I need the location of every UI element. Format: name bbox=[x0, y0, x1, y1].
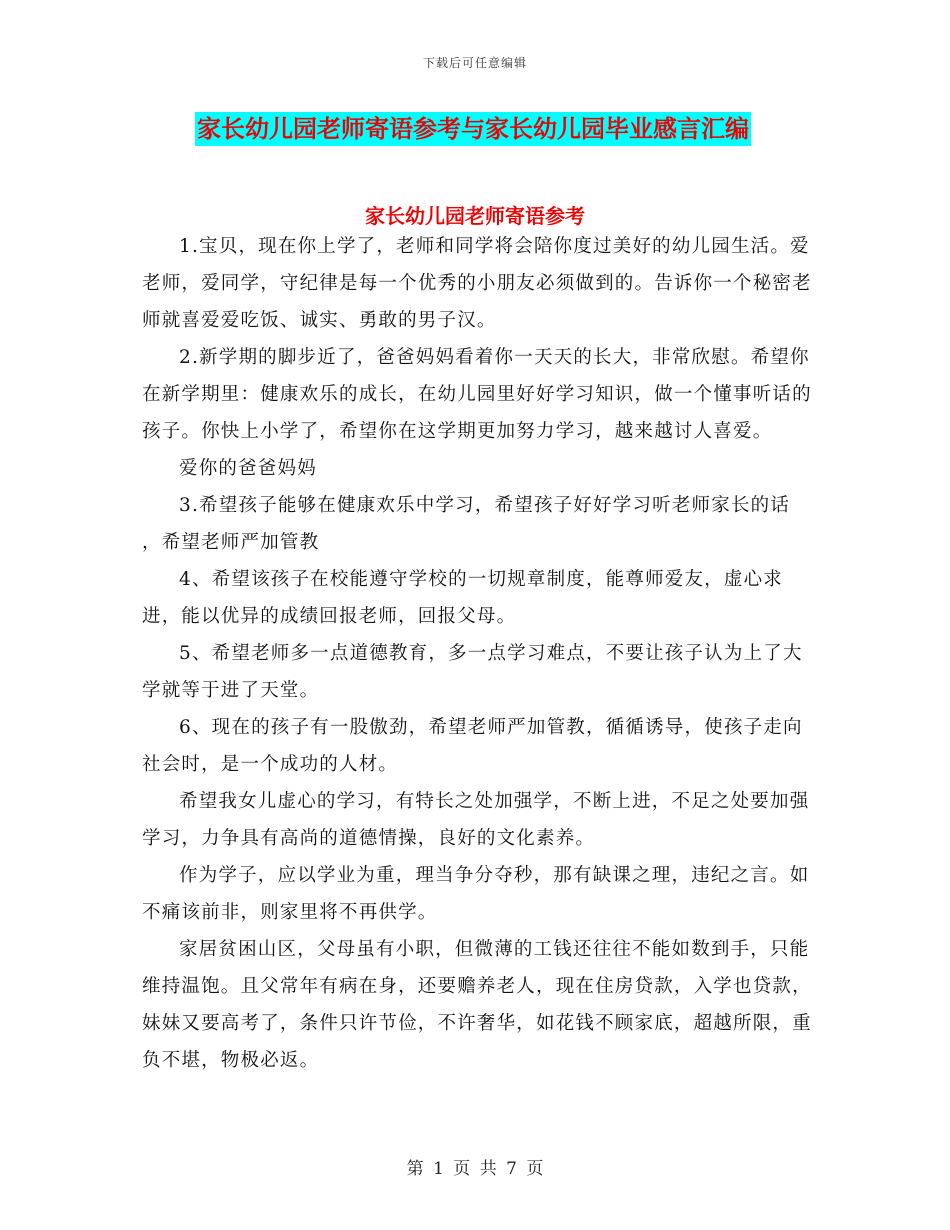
paragraph: 4、希望该孩子在校能遵守学校的一切规章制度，能尊师爱友，虚心求进，能以优异的成绩回报老师，回报父母。 bbox=[142, 569, 783, 627]
paragraph: 3.希望孩子能够在健康欢乐中学习，希望孩子好好学习听老师家长的话 ，希望老师严加管教 bbox=[142, 495, 791, 553]
paragraph: 5、希望老师多一点道德教育，多一点学习难点，不要让孩子认为上了大学就等于进了天堂。 bbox=[142, 643, 803, 701]
section-heading: 家长幼儿园老师寄语参考 bbox=[365, 204, 585, 228]
paragraph: 家居贫困山区，父母虽有小职，但微薄的工钱还往往不能如数到手，只能维持温饱。且父常年有病在身，还要赡养老人，现在住房贷款，入学也贷款，妹妹又要高考了，条件只许节俭，不许奢华，如花钱不顾家底，超越所限，重负不堪，物极必返。 bbox=[142, 939, 812, 1071]
header-note: 下载后可任意编辑 bbox=[422, 56, 527, 70]
paragraph: 1.宝贝，现在你上学了，老师和同学将会陪你度过美好的幼儿园生活。爱老师，爱同学，守纪律是每一个优秀的小朋友必须做到的。告诉你一个秘密老师就喜爱爱吃饭、诚实、勇敢的男子汉。 bbox=[142, 236, 812, 331]
paragraph: 2.新学期的脚步近了，爸爸妈妈看着你一天天的长大，非常欣慰。希望你在新学期里：健康欢乐的成长，在幼儿园里好好学习知识，做一个懂事听话的孩子。你快上小学了，希望你在这学期更加努力学习，越来越讨人喜爱。 bbox=[142, 347, 812, 442]
document-title: 家长幼儿园老师寄语参考与家长幼儿园毕业感言汇编 bbox=[195, 112, 751, 146]
paragraph: 作为学子，应以学业为重，理当争分夺秒，那有缺课之理，违纪之言。如不痛该前非，则家里将不再供学。 bbox=[142, 865, 810, 923]
paragraph: 希望我女儿虚心的学习，有特长之处加强学，不断上进，不足之处要加强学习，力争具有高尚的道德情操，良好的文化素养。 bbox=[142, 791, 810, 849]
page-number: 第 1 页 共 7 页 bbox=[406, 1159, 544, 1179]
document-body bbox=[142, 228, 812, 1079]
paragraph: 6、现在的孩子有一股傲劲，希望老师严加管教，循循诱导，使孩子走向社会时，是一个成功的人材。 bbox=[142, 717, 803, 775]
signature-line: 爱你的爸爸妈妈 bbox=[179, 458, 317, 479]
